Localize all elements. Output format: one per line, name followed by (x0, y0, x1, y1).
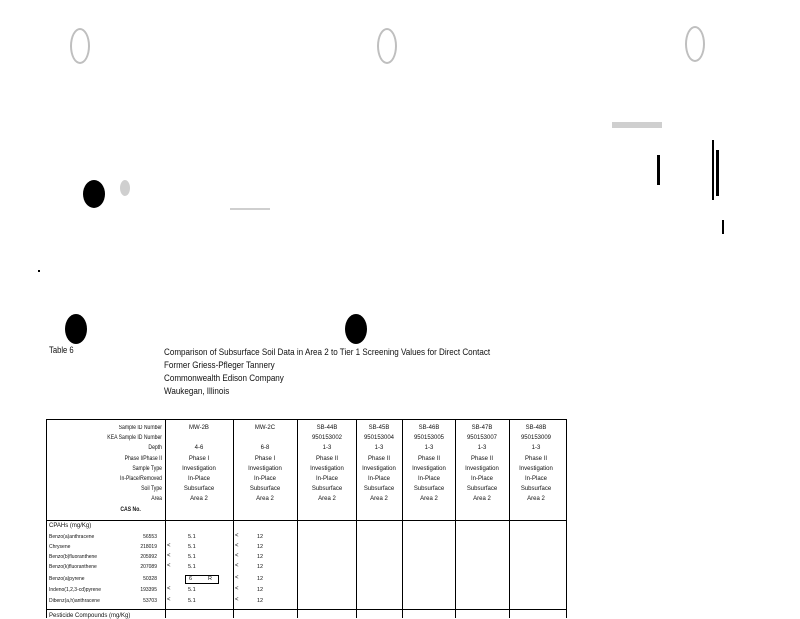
area: Area 2 (370, 496, 388, 503)
area: Area 2 (318, 496, 336, 503)
less-than-symbol: < (235, 563, 239, 569)
analyte-name: Benzo(k)fluoranthene (49, 564, 97, 570)
phase: Phase II (367, 455, 390, 462)
binder-hole-center (377, 28, 397, 64)
less-than-symbol: < (235, 533, 239, 539)
in-place: In-Place (417, 475, 440, 482)
bleed-through-mark (120, 180, 130, 196)
table-title-block (164, 346, 490, 398)
depth: 1-3 (322, 445, 332, 452)
label-phase: Phase I/Phase II (124, 455, 162, 462)
kea-id: 950153007 (466, 435, 498, 442)
soil-type: Subsurface (183, 486, 215, 493)
analyte-name: Indeno(1,2,3-cd)pyrene (49, 587, 101, 593)
sample-id: MW-2C (254, 425, 276, 431)
area: Area 2 (527, 496, 545, 503)
soil-type: Subsurface (363, 486, 395, 493)
label-area: Area (151, 496, 162, 503)
soil-type: Subsurface (520, 486, 552, 493)
area: Area 2 (420, 496, 438, 503)
value-mw2c: 12 (257, 598, 264, 604)
value-mw2b: 6 (189, 576, 193, 582)
sample-type: Investigation (519, 465, 553, 472)
section-label: CPAHs (mg/Kg) (49, 523, 92, 529)
punch-dot (83, 180, 105, 208)
cas-number: 205992 (140, 554, 157, 560)
sample-id: MW-2B (189, 425, 209, 431)
less-than-symbol: < (167, 597, 171, 603)
less-than-symbol: < (167, 586, 171, 592)
in-place: In-Place (470, 475, 493, 482)
scan-artifact (657, 155, 660, 185)
sample-id: SB-45B (368, 425, 390, 431)
less-than-symbol: < (235, 586, 239, 592)
kea-id: 950153002 (311, 435, 343, 442)
analyte-name: Benzo(b)fluoranthene (49, 554, 98, 560)
depth: 1-3 (424, 445, 434, 452)
soil-type: Subsurface (466, 486, 498, 493)
label-depth: Depth (148, 445, 162, 452)
depth: 6-8 (260, 445, 270, 452)
header-labels (64, 423, 162, 515)
depth: 4-6 (194, 445, 204, 452)
kea-id: 950153005 (413, 435, 445, 442)
sample-id: SB-46B (418, 425, 440, 431)
value-mw2b: 5.1 (188, 554, 196, 560)
bleed-through-mark (230, 208, 270, 210)
grid-line (165, 420, 166, 618)
cas-number: 50328 (143, 576, 157, 582)
header-bottom-line (47, 520, 566, 521)
sample-type: Investigation (412, 465, 446, 472)
phase: Phase I (188, 455, 210, 462)
scan-artifact (712, 140, 714, 200)
punch-dot (345, 314, 367, 344)
site-name: Former Griess-Pfleger Tannery (164, 360, 275, 371)
value-mw2b: 5.1 (188, 534, 196, 540)
value-mw2c: 12 (257, 554, 264, 560)
table-number: Table 6 (49, 345, 74, 355)
value-mw2c: 12 (257, 534, 264, 540)
less-than-symbol: < (167, 563, 171, 569)
cas-number: 56553 (143, 534, 157, 540)
sample-column (168, 423, 230, 505)
depth: 1-3 (374, 445, 384, 452)
sample-column (505, 423, 567, 505)
less-than-symbol: < (235, 553, 239, 559)
label-kea-id: KEA Sample ID Number (107, 435, 162, 442)
value-mw2b: 5.1 (188, 564, 196, 570)
in-place: In-Place (524, 475, 547, 482)
label-sample-id: Sample ID Number (118, 425, 162, 431)
phase: Phase II (417, 455, 440, 462)
label-sample-type: Sample Type (132, 465, 162, 472)
cas-number: 207089 (140, 564, 157, 570)
sample-type: Investigation (362, 465, 396, 472)
value-mw2b: 5.1 (188, 544, 196, 550)
bleed-through-mark (612, 122, 662, 128)
cas-number: 53703 (143, 598, 157, 604)
scan-artifact (716, 150, 719, 196)
value-mw2c: 12 (257, 587, 264, 593)
data-table (46, 419, 567, 618)
in-place: In-Place (315, 475, 338, 482)
sample-type: Investigation (248, 465, 282, 472)
in-place: In-Place (367, 475, 390, 482)
in-place: In-Place (187, 475, 210, 482)
company-name: Commonwealth Edison Company (164, 373, 284, 384)
phase: Phase II (524, 455, 547, 462)
sample-column (234, 423, 296, 505)
sample-id: SB-48B (525, 425, 547, 431)
soil-type: Subsurface (413, 486, 445, 493)
soil-type: Subsurface (311, 486, 343, 493)
depth: 1-3 (531, 445, 541, 452)
scan-artifact (38, 270, 40, 272)
binder-hole-left (70, 28, 90, 64)
punch-dot (65, 314, 87, 344)
scan-artifact (722, 220, 724, 234)
phase: Phase II (315, 455, 338, 462)
depth: 1-3 (477, 445, 487, 452)
section-label-pesticides: Pesticide Compounds (mg/Kg) (49, 613, 131, 619)
sample-type: Investigation (465, 465, 499, 472)
area: Area 2 (190, 496, 208, 503)
row-separator (47, 609, 566, 610)
sample-type: Investigation (310, 465, 344, 472)
sample-id: SB-47B (471, 425, 493, 431)
kea-id: 950153009 (520, 435, 552, 442)
qualifier-flag: R (208, 576, 212, 582)
less-than-symbol: < (167, 543, 171, 549)
less-than-symbol: < (235, 597, 239, 603)
cas-number: 193395 (140, 587, 157, 593)
analyte-name: Chrysene (49, 544, 71, 550)
value-mw2b: 5.1 (188, 587, 196, 593)
location: Waukegan, Illinois (164, 386, 230, 397)
in-place: In-Place (253, 475, 276, 482)
sample-type: Investigation (182, 465, 216, 472)
label-soil-type: Soil Type (141, 486, 162, 493)
table-title: Comparison of Subsurface Soil Data in Area 2 to Tier 1 Screening Values for Direct Contact (164, 347, 491, 358)
soil-type: Subsurface (249, 486, 281, 493)
less-than-symbol: < (235, 575, 239, 581)
sample-column (451, 423, 513, 505)
sample-id: SB-44B (316, 425, 338, 431)
area: Area 2 (256, 496, 274, 503)
area: Area 2 (473, 496, 491, 503)
phase: Phase II (470, 455, 493, 462)
less-than-symbol: < (167, 553, 171, 559)
analyte-name: Benzo(a)anthracene (49, 534, 95, 540)
binder-hole-right (685, 26, 705, 62)
analyte-name: Benzo(a)pyrene (49, 576, 85, 582)
less-than-symbol: < (235, 543, 239, 549)
kea-id: 950153004 (363, 435, 395, 442)
value-mw2b: 5.1 (188, 598, 196, 604)
cas-number: 218019 (140, 544, 157, 550)
kea-id (234, 433, 296, 443)
phase: Phase I (254, 455, 276, 462)
label-in-place: In-Place/Removed (120, 476, 162, 483)
value-mw2c: 12 (257, 544, 264, 550)
value-mw2c: 12 (257, 576, 264, 582)
value-mw2c: 12 (257, 564, 264, 570)
label-cas: CAS No. (120, 506, 141, 513)
analyte-name: Dibenz(a,h)anthracene (49, 598, 100, 604)
kea-id (168, 433, 230, 443)
